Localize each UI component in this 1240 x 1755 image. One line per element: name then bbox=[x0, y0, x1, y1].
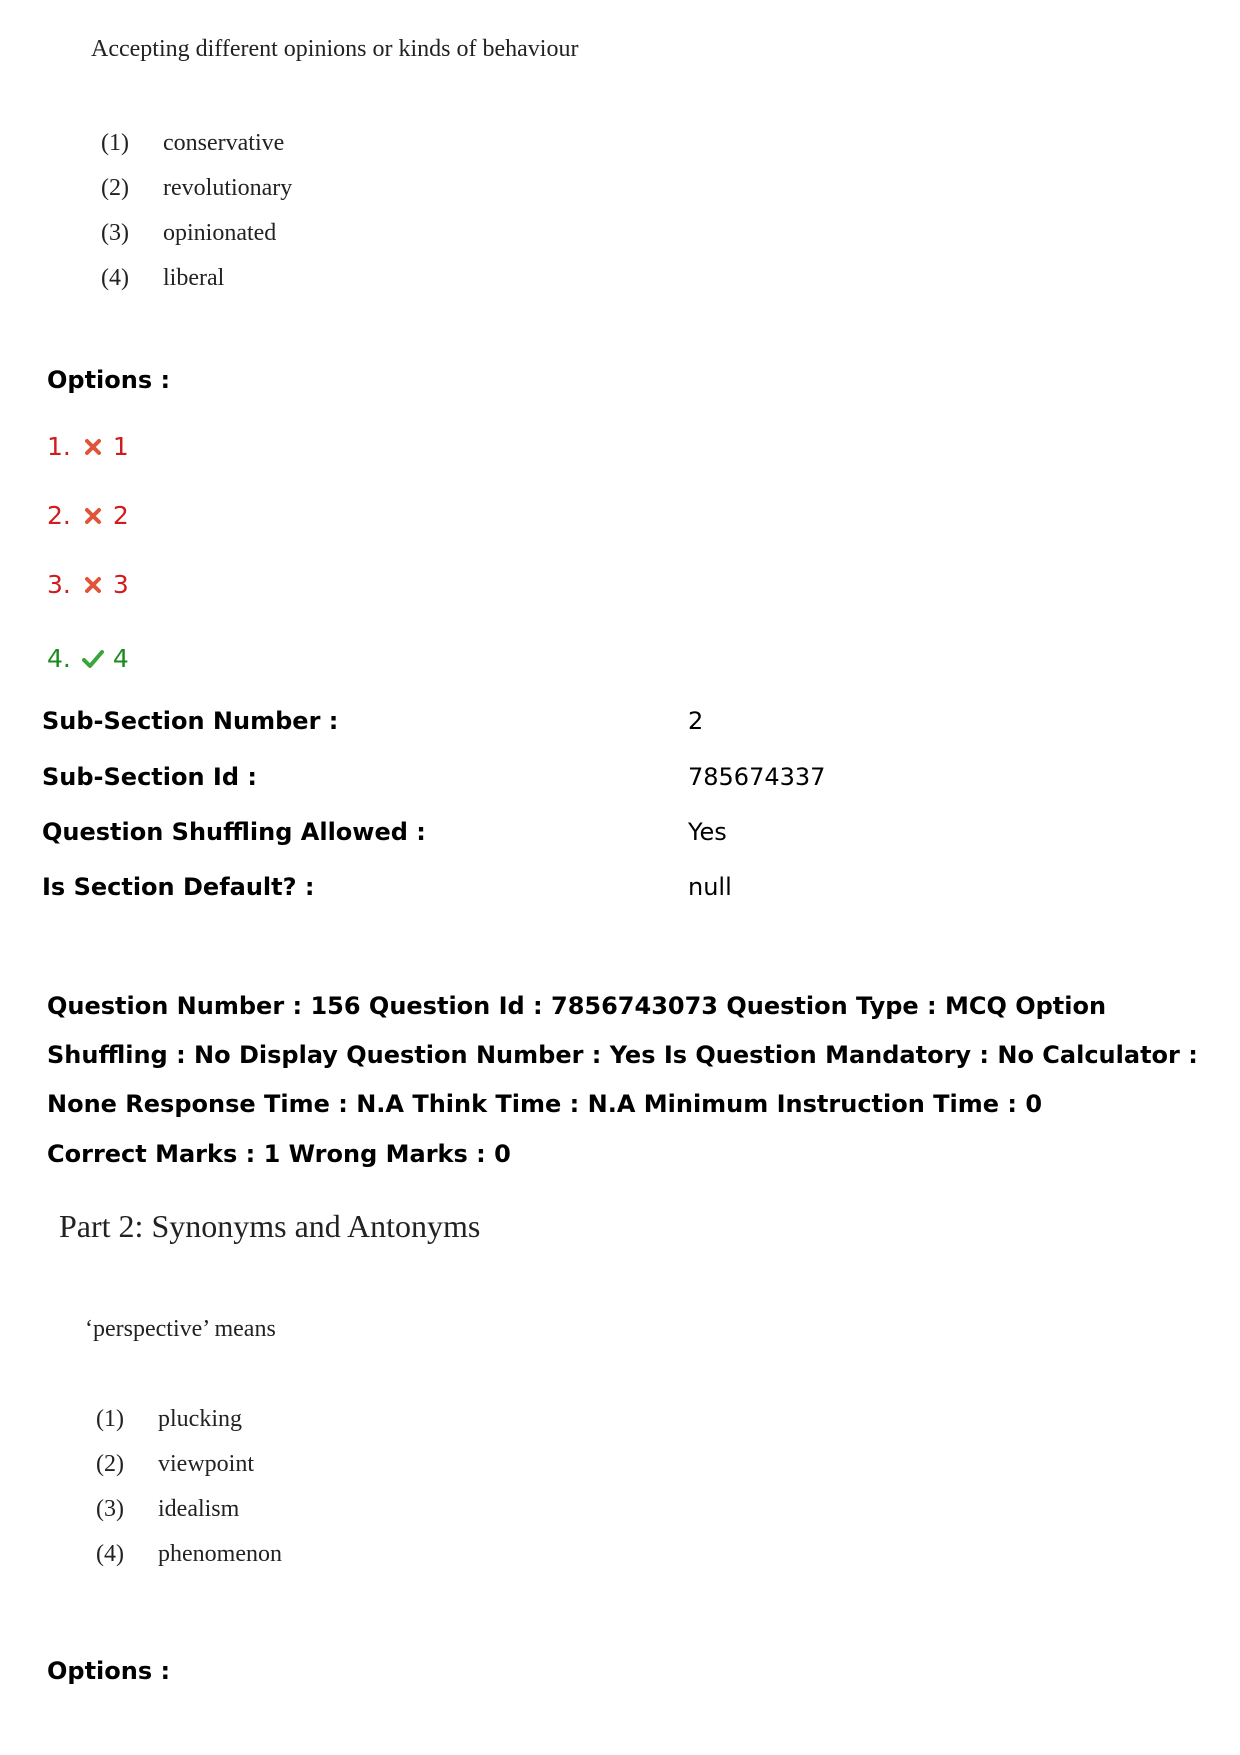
answer-option-2 bbox=[47, 501, 129, 530]
question-shuffling-value: Yes bbox=[688, 818, 727, 846]
answer-number: 1. bbox=[47, 432, 71, 461]
choice-number: (2) bbox=[96, 1451, 124, 1477]
choice-number: (4) bbox=[96, 1541, 124, 1567]
choice-item bbox=[101, 220, 276, 247]
choice-number: (2) bbox=[101, 175, 129, 201]
question-stem: Accepting different opinions or kinds of behaviour bbox=[91, 36, 579, 62]
sub-section-id-value: 785674337 bbox=[688, 763, 826, 791]
choice-number: (1) bbox=[101, 130, 129, 156]
answer-value: 2 bbox=[112, 501, 129, 530]
choice-text: opinionated bbox=[163, 220, 277, 246]
choice-number: (1) bbox=[96, 1406, 124, 1432]
choice-text: revolutionary bbox=[163, 175, 293, 201]
answer-value: 4 bbox=[112, 644, 129, 673]
question-marks: Correct Marks : 1 Wrong Marks : 0 bbox=[47, 1140, 511, 1168]
checkmark-icon bbox=[81, 647, 105, 671]
choice-item bbox=[101, 130, 284, 157]
choice-text: phenomenon bbox=[158, 1541, 282, 1567]
choice-item bbox=[101, 265, 224, 292]
sub-section-number-label: Sub-Section Number : bbox=[42, 707, 339, 735]
cross-icon bbox=[81, 504, 105, 528]
cross-icon bbox=[81, 573, 105, 597]
answer-number: 2. bbox=[47, 501, 71, 530]
part-title: Part 2: Synonyms and Antonyms bbox=[59, 1208, 481, 1244]
choice-text: plucking bbox=[158, 1406, 242, 1432]
answer-number: 4. bbox=[47, 644, 71, 673]
choice-text: viewpoint bbox=[158, 1451, 254, 1477]
choice-text: conservative bbox=[163, 130, 285, 156]
sub-section-number-value: 2 bbox=[688, 707, 704, 735]
choice-item bbox=[101, 175, 292, 202]
options-heading: Options : bbox=[47, 1657, 171, 1685]
choice-item bbox=[96, 1496, 239, 1523]
sub-section-id-label: Sub-Section Id : bbox=[42, 763, 257, 791]
choice-item bbox=[96, 1451, 254, 1478]
section-default-value: null bbox=[688, 873, 732, 901]
choice-number: (3) bbox=[96, 1496, 124, 1522]
choice-number: (3) bbox=[101, 220, 129, 246]
section-default-label: Is Section Default? : bbox=[42, 873, 315, 901]
question-info: Question Number : 156 Question Id : 7856743073 Question Type : MCQ Option Shuffling : No Display Question Number : Yes Is Question Mandatory : No Calculator : None Response Time : N.A Think Time : N.A Minimum Instruction Time : 0 bbox=[47, 992, 1198, 1118]
choice-item bbox=[96, 1541, 282, 1568]
answer-option-4 bbox=[47, 644, 129, 673]
options-heading: Options : bbox=[47, 366, 171, 394]
answer-option-3 bbox=[47, 570, 129, 599]
answer-option-1 bbox=[47, 432, 129, 461]
choice-text: idealism bbox=[158, 1496, 240, 1522]
choice-number: (4) bbox=[101, 265, 129, 291]
answer-value: 1 bbox=[112, 432, 129, 461]
choice-item bbox=[96, 1406, 242, 1433]
cross-icon bbox=[81, 435, 105, 459]
answer-value: 3 bbox=[112, 570, 129, 599]
question-stem: ‘perspective’ means bbox=[85, 1316, 276, 1342]
answer-number: 3. bbox=[47, 570, 71, 599]
question-shuffling-label: Question Shuffling Allowed : bbox=[42, 818, 426, 846]
choice-text: liberal bbox=[163, 265, 225, 291]
